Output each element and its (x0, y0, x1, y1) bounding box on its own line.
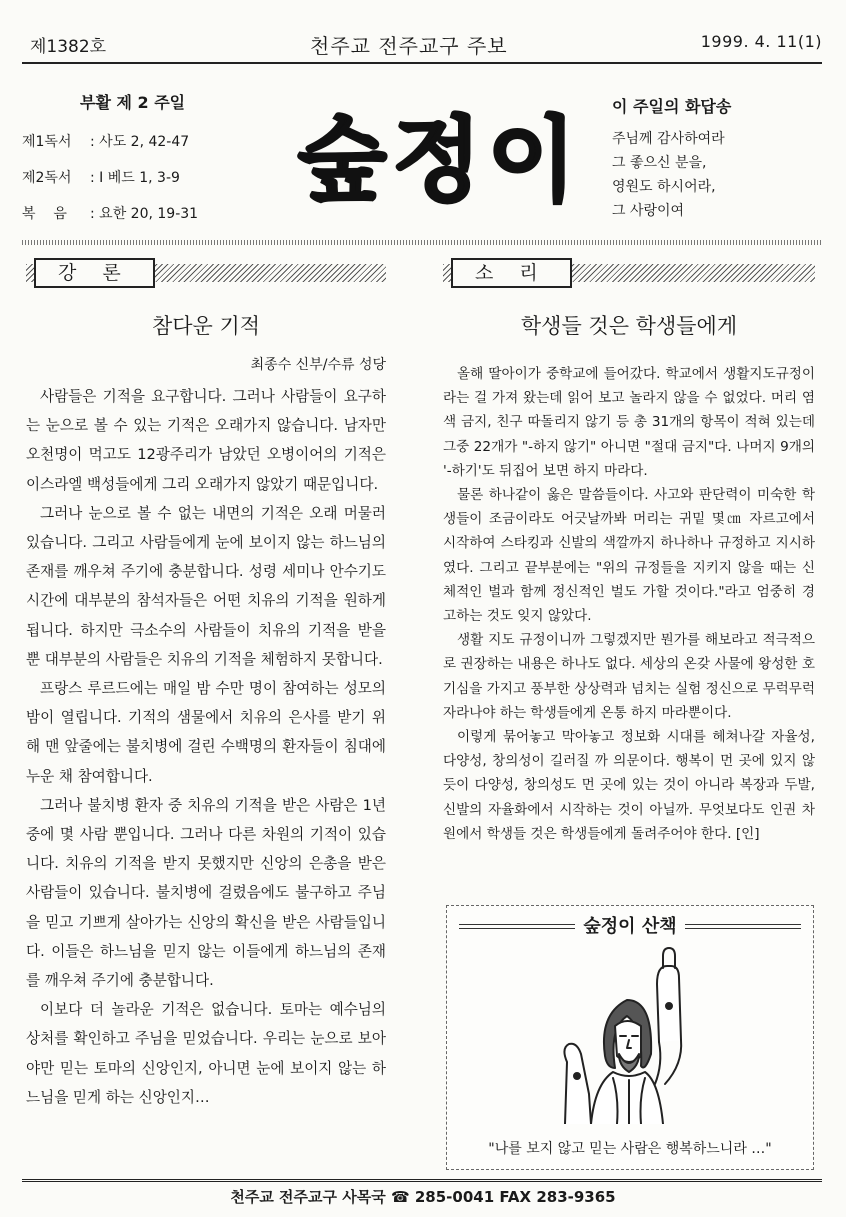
cartoon-title: 숲정이 산책 (575, 916, 684, 937)
reading-first (22, 131, 252, 151)
cartoon-header (447, 912, 813, 938)
logo-text: 숲정이 (297, 107, 583, 214)
reading-label: 제1독서 (22, 134, 72, 150)
footer (0, 1186, 846, 1207)
psalm-line: 주님께 감사하여라 (612, 131, 725, 147)
footer-office: 천주교 전주교구 사목국 (230, 1188, 386, 1206)
reading-ref: : 요한 20, 19-31 (90, 206, 199, 222)
phone-icon: ☎ (390, 1188, 410, 1206)
section-header-voice (443, 258, 815, 288)
publication-name: 천주교 전주교구 주보 (310, 34, 508, 58)
liturgical-season: 부활 제 2 주일 (80, 93, 186, 112)
footer-phone: 285-0041 (414, 1188, 495, 1206)
cartoon-box (446, 905, 814, 1170)
paragraph: 올해 딸아이가 중학교에 들어갔다. 학교에서 생활지도규정이라는 걸 가져 왔는데 읽어 보고 놀라지 않을 수 없었다. 머리 염색 금지, 친구 따돌리지 않기 등 총 31개의 항목이 적혀 있는데 그중 22개가 "-하지 않기" 아니면 "절대 금지"다. 나머지 9개의 '-하기'도 뒤집어 보면 하지 마라다. (443, 366, 815, 479)
paragraph: 그러나 눈으로 볼 수 없는 내면의 기적은 오래 머물러 있습니다. 그리고 사람들에게 눈에 보이지 않는 하느님의 존재를 깨우쳐 주기에 충분합니다. 성령 세미나 안수기도 시간에 대부분의 참석자들은 어떤 치유의 기적을 원하게 됩니다. 하지만 극소수의 사람들이 치유의 기적을 받을 뿐 대부분의 사람들은 치유의 기적을 체험하지 못합니다. (26, 504, 386, 668)
header-divider (22, 62, 822, 64)
section-label: 강 론 (34, 258, 155, 288)
paragraph: 이렇게 묶어놓고 막아놓고 정보화 시대를 헤쳐나갈 자율성, 다양성, 창의성이 길러질 까 의문이다. 행복이 먼 곳에 있지 않듯이 다양성, 창의성도 먼 곳에 있는 것이 아니라 복장과 두발, 신발의 자율화에서 시작하는 것이 아닐까. 무엇보다도 인권 차원에서 학생들 것은 학생들에게 돌려주어야 한다. [인] (443, 729, 815, 842)
paragraph: 생활 지도 규정이니까 그렇겠지만 뭔가를 해보라고 적극적으로 권장하는 내용은 하나도 없다. 세상의 온갖 사물에 왕성한 호기심을 가지고 풍부한 상상력과 넘치는 실험 정신으로 무럭무럭 자라나야 하는 학생들에게 온통 하지 마라뿐이다. (443, 632, 815, 721)
reading-gospel (22, 203, 252, 223)
reading-ref: : Ⅰ 베드 1, 3-9 (90, 170, 180, 186)
masthead-divider (22, 240, 822, 245)
homily-byline: 최종수 신부/수류 성당 (250, 357, 386, 373)
homily-body (26, 382, 386, 1112)
opinion-title: 학생들 것은 학생들에게 (520, 314, 738, 338)
psalm-line: 그 좋으신 분을, (612, 155, 707, 171)
section-header-homily (26, 258, 386, 288)
jesus-illustration (547, 944, 717, 1124)
reading-second (22, 167, 252, 187)
psalm-line: 영원도 하시어라, (612, 179, 716, 195)
paragraph: 이보다 더 놀라운 기적은 없습니다. 토마는 예수님의 상처를 확인하고 주님을 믿었습니다. 우리는 눈으로 보아야만 믿는 토마의 신앙인지, 아니면 눈에 보이지 않는 하느님을 믿게 하는 신앙인지… (26, 1001, 386, 1106)
top-header (22, 14, 822, 58)
paragraph: 사람들은 기적을 요구합니다. 그러나 사람들이 요구하는 눈으로 볼 수 있는 기적은 오래가지 않습니다. 남자만 오천명이 먹고도 12광주리가 남았던 오병이어의 기적은 이스라엘 백성들에게 그리 오래가지 않았기 때문입니다. (26, 388, 386, 493)
masthead-logo (280, 100, 600, 220)
cartoon-caption: "나를 보지 않고 믿는 사람은 행복하느니라 …" (488, 1141, 772, 1157)
psalm-line: 그 사랑이여 (612, 203, 685, 219)
footer-fax: FAX 283-9365 (499, 1188, 616, 1206)
responsorial-psalm (612, 94, 822, 223)
paragraph: 물론 하나같이 옳은 말씀들이다. 사고와 판단력이 미숙한 학생들이 조금이라도 어긋날까봐 머리는 귀밑 몇㎝ 자르고에서 시작하여 스타킹과 신발의 색깔까지 하나하나 규정하고 지시하였다. 그리고 끝부분에는 "위의 규정들을 지키지 않을 때는 신체적인 벌과 함께 정신적인 벌도 가할 것이다."라고 엄중히 경고하는 것도 잊지 않았다. (443, 487, 815, 625)
section-label: 소 리 (451, 258, 572, 288)
paragraph: 프랑스 루르드에는 매일 밤 수만 명이 참여하는 성모의 밤이 열립니다. 기적의 샘물에서 치유의 은사를 받기 위해 맨 앞줄에는 불치병에 걸린 수백명의 환자들이 침대에 누운 채 참여합니다. (26, 680, 386, 785)
psalm-title: 이 주일의 화답송 (612, 97, 732, 116)
issue-number: 제1382호 (30, 37, 107, 57)
opinion-body (443, 362, 815, 846)
issue-date: 1999. 4. 11(1) (700, 32, 822, 51)
masthead (22, 78, 822, 238)
homily-column (26, 258, 386, 1112)
homily-title: 참다운 기적 (151, 314, 261, 338)
reading-label: 복 음 (22, 206, 67, 222)
opinion-column (443, 258, 815, 846)
reading-ref: : 사도 2, 42-47 (90, 134, 190, 150)
liturgy-readings (22, 90, 252, 239)
footer-divider (22, 1179, 822, 1182)
paragraph: 그러나 불치병 환자 중 치유의 기적을 받은 사람은 1년 중에 몇 사람 뿐입니다. 그러나 다른 차원의 기적이 있습니다. 치유의 기적을 받지 못했지만 신앙의 은총을 받은 사람들이 있습니다. 불치병에 걸렸음에도 불구하고 주님을 믿고 기쁘게 살아가는 신앙의 확신을 받은 사람들입니다. 이들은 하느님을 믿지 않는 이들에게 하느님의 존재를 깨우쳐 주기에 충분합니다. (26, 796, 386, 990)
reading-label: 제2독서 (22, 170, 72, 186)
